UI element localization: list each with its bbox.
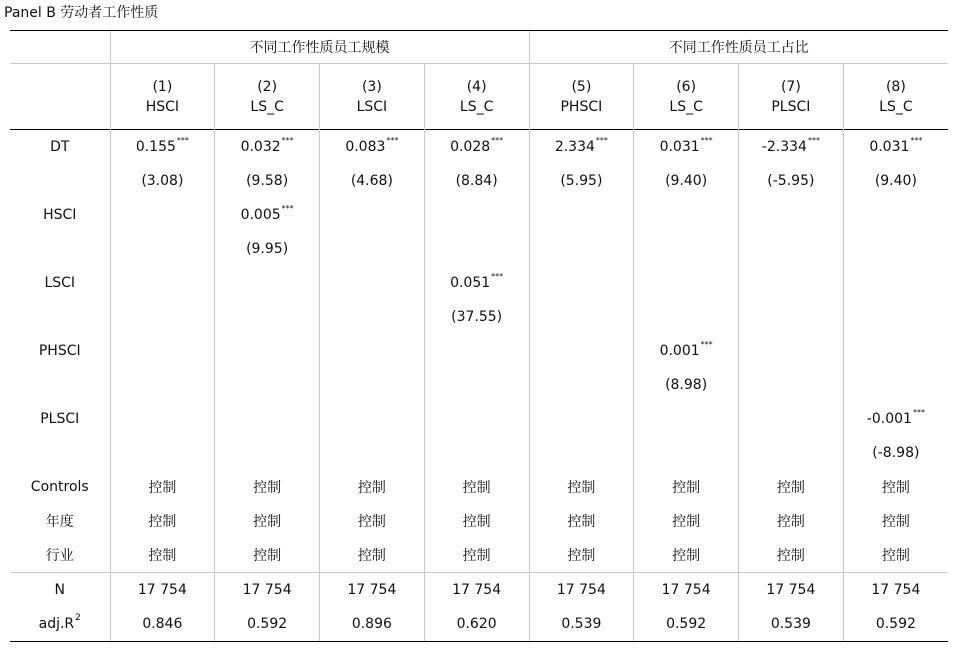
cell-value: 0.032 [240, 139, 281, 155]
cell-value: 控制 [148, 514, 177, 530]
cell-value: 0.031 [659, 139, 700, 155]
row-label [10, 232, 110, 266]
table-cell [424, 198, 529, 232]
column-header [843, 64, 948, 130]
column-header [529, 64, 634, 130]
table-cell [424, 402, 529, 436]
table-cell [110, 504, 215, 538]
cell-value: 控制 [776, 548, 805, 564]
cell-value: 0.083 [345, 139, 386, 155]
table-cell [739, 470, 844, 504]
column-number: (8) [885, 78, 906, 95]
cell-value: 17 754 [242, 582, 292, 598]
cell-value: 17 754 [766, 582, 816, 598]
table-cell [215, 334, 320, 368]
summary-row [10, 607, 948, 642]
cell-value: (-8.98) [872, 445, 920, 461]
column-dependent-variable: LS_C [669, 98, 703, 115]
column-number: (4) [466, 78, 487, 95]
table-cell [110, 402, 215, 436]
cell-value: 控制 [672, 514, 701, 530]
cell-value: 0.592 [666, 616, 707, 632]
column-dependent-variable: LS_C [879, 98, 913, 115]
significance-stars: *** [176, 136, 189, 145]
row-label-text: adj.R [38, 616, 75, 632]
cell-value: (8.98) [665, 377, 708, 393]
cell-value: 0.846 [142, 616, 183, 632]
table-cell [320, 164, 425, 198]
table-cell [739, 368, 844, 402]
cell-value: 控制 [567, 548, 596, 564]
table-cell [320, 573, 425, 608]
cell-value: 控制 [148, 548, 177, 564]
column-dependent-variable: PHSCI [560, 98, 603, 115]
table-row [10, 402, 948, 436]
cell-value: (9.40) [874, 173, 917, 189]
table-cell [739, 436, 844, 470]
cell-value: 0.592 [247, 616, 288, 632]
table-cell [634, 300, 739, 334]
cell-value: 控制 [253, 480, 282, 496]
cell-value: -0.001 [866, 411, 912, 427]
table-cell [529, 470, 634, 504]
table-cell [424, 232, 529, 266]
table-cell [320, 436, 425, 470]
row-label [10, 164, 110, 198]
table-cell [529, 504, 634, 538]
table-cell [424, 470, 529, 504]
column-number: (6) [676, 78, 697, 95]
row-label: PHSCI [38, 343, 81, 359]
table-cell [739, 607, 844, 642]
table-cell [843, 504, 948, 538]
column-dependent-variable: HSCI [145, 98, 180, 115]
table-cell [843, 164, 948, 198]
table-cell [215, 198, 320, 232]
table-cell [634, 573, 739, 608]
column-header-row [10, 64, 948, 130]
table-cell [424, 538, 529, 573]
column-header [215, 64, 320, 130]
table-row [10, 300, 948, 334]
table-cell [110, 266, 215, 300]
table-cell [110, 368, 215, 402]
table-row [10, 334, 948, 368]
column-header [634, 64, 739, 130]
table-cell [739, 266, 844, 300]
table-cell [320, 130, 425, 165]
table-cell [529, 436, 634, 470]
row-label: 年度 [45, 514, 74, 530]
cell-value: 0.620 [456, 616, 497, 632]
column-number: (3) [361, 78, 382, 95]
table-cell [110, 232, 215, 266]
table-cell [843, 266, 948, 300]
table-cell [843, 470, 948, 504]
column-dependent-variable: PLSCI [771, 98, 811, 115]
significance-stars: *** [700, 136, 713, 145]
table-cell [529, 198, 634, 232]
cell-value: 0.028 [450, 139, 491, 155]
table-cell [529, 300, 634, 334]
table-cell [843, 300, 948, 334]
table-cell [739, 130, 844, 165]
cell-value: 17 754 [661, 582, 711, 598]
table-row [10, 130, 948, 165]
table-cell [529, 402, 634, 436]
table-row [10, 198, 948, 232]
row-label-superscript: 2 [75, 613, 81, 623]
table-cell [320, 232, 425, 266]
table-cell [843, 402, 948, 436]
cell-value: 控制 [462, 548, 491, 564]
cell-value: 17 754 [871, 582, 921, 598]
group-header-share: 不同工作性质员工占比 [529, 31, 948, 64]
table-row [10, 538, 948, 573]
table-cell [634, 130, 739, 165]
column-dependent-variable: LSCI [356, 98, 388, 115]
table-cell [110, 198, 215, 232]
table-cell [110, 164, 215, 198]
cell-value: 控制 [357, 548, 386, 564]
table-cell [215, 436, 320, 470]
column-header [424, 64, 529, 130]
row-label [10, 300, 110, 334]
cell-value: 控制 [567, 514, 596, 530]
row-label [10, 573, 110, 608]
table-cell [843, 538, 948, 573]
cell-value: (37.55) [451, 309, 503, 325]
significance-stars: *** [807, 136, 820, 145]
cell-value: 17 754 [137, 582, 187, 598]
table-cell [110, 607, 215, 642]
cell-value: (9.58) [246, 173, 289, 189]
table-cell [739, 232, 844, 266]
table-cell [739, 164, 844, 198]
table-row [10, 164, 948, 198]
cell-value: 2.334 [554, 139, 595, 155]
header-corner [10, 64, 110, 130]
table-cell [320, 607, 425, 642]
column-number: (7) [780, 78, 801, 95]
table-cell [529, 538, 634, 573]
significance-stars: *** [491, 272, 504, 281]
cell-value: (9.95) [246, 241, 289, 257]
table-cell [634, 504, 739, 538]
cell-value: 控制 [567, 480, 596, 496]
column-number: (1) [152, 78, 173, 95]
table-cell [424, 573, 529, 608]
table-cell [529, 232, 634, 266]
cell-value: 控制 [253, 514, 282, 530]
cell-value: 控制 [672, 548, 701, 564]
column-number: (2) [257, 78, 278, 95]
significance-stars: *** [910, 136, 923, 145]
table-cell [215, 368, 320, 402]
table-cell [634, 232, 739, 266]
table-cell [424, 504, 529, 538]
table-cell [320, 300, 425, 334]
column-header [739, 64, 844, 130]
table-cell [634, 538, 739, 573]
table-cell [320, 198, 425, 232]
cell-value: 0.051 [450, 275, 491, 291]
cell-value: 0.592 [875, 616, 916, 632]
table-cell [843, 334, 948, 368]
table-cell [739, 538, 844, 573]
table-cell [215, 300, 320, 334]
row-label [10, 607, 110, 642]
table-cell [843, 573, 948, 608]
row-label: PLSCI [40, 411, 80, 427]
column-header [320, 64, 425, 130]
table-cell [215, 573, 320, 608]
significance-stars: *** [491, 136, 504, 145]
table-cell [215, 470, 320, 504]
table-cell [215, 504, 320, 538]
cell-value: 控制 [776, 514, 805, 530]
cell-value: 控制 [881, 548, 910, 564]
column-header [110, 64, 215, 130]
table-cell [843, 198, 948, 232]
table-cell [424, 164, 529, 198]
table-cell [424, 266, 529, 300]
table-cell [320, 334, 425, 368]
table-cell [424, 334, 529, 368]
table-cell [634, 402, 739, 436]
table-cell [634, 368, 739, 402]
table-cell [320, 368, 425, 402]
table-row [10, 368, 948, 402]
significance-stars: *** [281, 204, 294, 213]
table-cell [424, 300, 529, 334]
column-dependent-variable: LS_C [250, 98, 284, 115]
cell-value: (-5.95) [767, 173, 815, 189]
table-cell [320, 538, 425, 573]
table-cell [110, 334, 215, 368]
table-cell [843, 436, 948, 470]
table-cell [215, 266, 320, 300]
table-cell [424, 130, 529, 165]
table-row [10, 232, 948, 266]
table-cell [634, 164, 739, 198]
table-cell [215, 538, 320, 573]
row-label-text: N [54, 582, 65, 598]
table-cell [529, 164, 634, 198]
cell-value: 控制 [462, 514, 491, 530]
table-cell [634, 334, 739, 368]
cell-value: 0.896 [351, 616, 392, 632]
significance-stars: *** [386, 136, 399, 145]
table-row [10, 266, 948, 300]
cell-value: (9.40) [665, 173, 708, 189]
table-cell [529, 266, 634, 300]
table-cell [634, 266, 739, 300]
significance-stars: *** [281, 136, 294, 145]
cell-value: 17 754 [556, 582, 606, 598]
cell-value: 0.155 [135, 139, 176, 155]
row-label: LSCI [44, 275, 76, 291]
cell-value: 控制 [881, 514, 910, 530]
summary-row [10, 573, 948, 608]
panel-title: Panel B 劳动者工作性质 [4, 5, 159, 21]
row-label: 行业 [45, 548, 74, 564]
row-label: DT [10, 130, 110, 165]
table-cell [739, 573, 844, 608]
table-cell [529, 130, 634, 165]
table-cell [424, 436, 529, 470]
table-cell [110, 436, 215, 470]
cell-value: 控制 [776, 480, 805, 496]
table-cell [843, 368, 948, 402]
table-row [10, 504, 948, 538]
cell-value: 0.539 [561, 616, 602, 632]
row-label: Controls [30, 479, 89, 495]
table-cell [739, 334, 844, 368]
corner-cell [10, 31, 110, 64]
cell-value: 控制 [881, 480, 910, 496]
table-cell [529, 334, 634, 368]
table-cell [529, 573, 634, 608]
table-cell [739, 198, 844, 232]
cell-value: 控制 [148, 480, 177, 496]
table-cell [320, 470, 425, 504]
significance-stars: *** [595, 136, 608, 145]
table-cell [215, 232, 320, 266]
table-cell [529, 607, 634, 642]
table-cell [843, 607, 948, 642]
cell-value: (4.68) [350, 173, 393, 189]
table-cell [110, 573, 215, 608]
group-header-scale: 不同工作性质员工规模 [110, 31, 529, 64]
cell-value: 17 754 [452, 582, 502, 598]
cell-value: (8.84) [455, 173, 498, 189]
table-cell [110, 538, 215, 573]
row-label [10, 368, 110, 402]
group-header-row [10, 31, 948, 64]
table-cell [110, 470, 215, 504]
cell-value: 0.031 [869, 139, 910, 155]
table-cell [634, 436, 739, 470]
cell-value: 0.539 [770, 616, 811, 632]
table-cell [215, 402, 320, 436]
table-row [10, 436, 948, 470]
table-cell [320, 402, 425, 436]
table-cell [634, 470, 739, 504]
cell-value: -2.334 [761, 139, 807, 155]
table-cell [843, 130, 948, 165]
column-dependent-variable: LS_C [459, 98, 494, 115]
table-cell [739, 300, 844, 334]
table-cell [424, 368, 529, 402]
cell-value: 控制 [357, 514, 386, 530]
table-cell [739, 504, 844, 538]
table-cell [634, 607, 739, 642]
table-cell [634, 198, 739, 232]
significance-stars: *** [912, 408, 925, 417]
table-cell [215, 164, 320, 198]
cell-value: (5.95) [560, 173, 603, 189]
table-cell [529, 368, 634, 402]
cell-value: 17 754 [347, 582, 397, 598]
table-cell [215, 607, 320, 642]
row-label: HSCI [43, 207, 77, 223]
cell-value: 控制 [462, 480, 491, 496]
column-number: (5) [571, 78, 592, 95]
table-cell [215, 130, 320, 165]
table-cell [110, 300, 215, 334]
regression-table [10, 30, 948, 642]
table-cell [320, 504, 425, 538]
row-label [10, 436, 110, 470]
significance-stars: *** [700, 340, 713, 349]
table-cell [843, 232, 948, 266]
table-cell [320, 266, 425, 300]
cell-value: (3.08) [141, 173, 184, 189]
cell-value: 0.001 [659, 343, 700, 359]
cell-value: 控制 [253, 548, 282, 564]
cell-value: 0.005 [240, 207, 281, 223]
table-cell [110, 130, 215, 165]
table-cell [424, 607, 529, 642]
table-row [10, 470, 948, 504]
cell-value: 控制 [672, 480, 701, 496]
table-cell [739, 402, 844, 436]
cell-value: 控制 [357, 480, 386, 496]
